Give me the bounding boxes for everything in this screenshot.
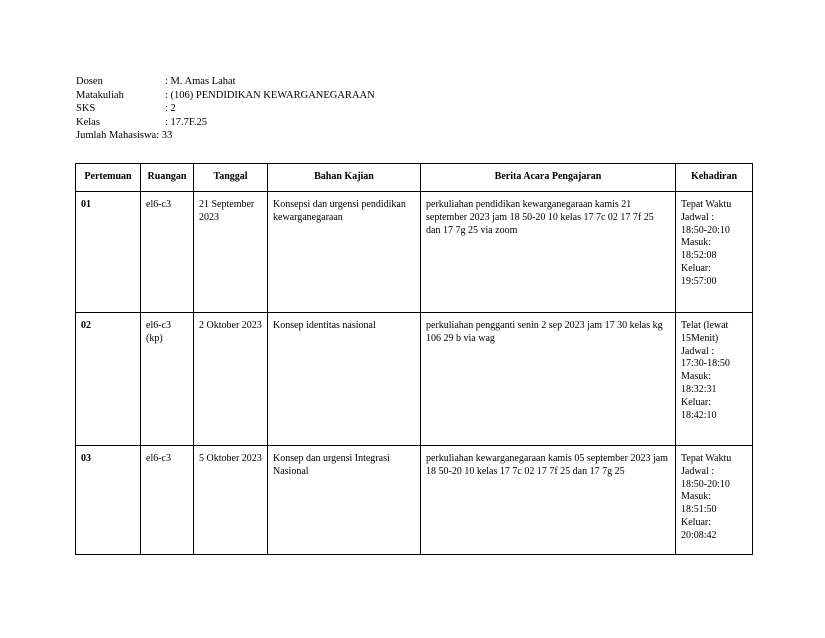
tanggal-cell: 5 Oktober 2023 (194, 446, 268, 555)
pertemuan-cell: 03 (76, 446, 141, 555)
column-header-berita-acara: Berita Acara Pengajaran (421, 164, 676, 192)
dosen-value: : M. Amas Lahat (165, 76, 236, 87)
bahan-kajian-cell: Konsep identitas nasional (268, 313, 421, 446)
column-header-ruangan: Ruangan (141, 164, 194, 192)
berita-acara-cell: perkuliahan pengganti senin 2 sep 2023 jam 17 30 kelas kg 106 29 b via wag (421, 313, 676, 446)
jadwal-label: Jadwal : (681, 345, 715, 357)
keluar-label: Keluar: (681, 516, 711, 528)
matakuliah-label: Matakuliah (76, 89, 124, 101)
jumlah-mahasiswa-row (76, 129, 375, 143)
bahan-kajian-cell: Konsep dan urgensi Integrasi Nasional (268, 446, 421, 555)
kelas-row (76, 116, 375, 130)
table-row (76, 446, 753, 555)
kehadiran-cell (676, 192, 753, 313)
jadwal-label: Jadwal : (681, 211, 715, 223)
pertemuan-cell: 02 (76, 313, 141, 446)
kehadiran-cell (676, 446, 753, 555)
course-info (76, 75, 375, 143)
masuk-label: Masuk: (681, 371, 711, 383)
kehadiran-status: Tepat Waktu (681, 199, 732, 210)
tanggal-cell: 2 Oktober 2023 (194, 313, 268, 446)
pertemuan-cell: 01 (76, 192, 141, 313)
kelas-label: Kelas (76, 116, 100, 128)
matakuliah-value: : (106) PENDIDIKAN KEWARGANEGARAAN (165, 89, 375, 101)
keluar-label: Keluar: (681, 396, 711, 408)
masuk-value: 18:52:08 (681, 250, 717, 262)
keluar-value: 20:08:42 (681, 529, 717, 541)
jadwal-value: 18:50-20:10 (681, 224, 730, 236)
sks-row (76, 102, 375, 116)
jadwal-value: 18:50-20:10 (681, 478, 730, 490)
keluar-value: 19:57:00 (681, 275, 717, 287)
jumlah-mahasiswa-value: : 33 (156, 130, 173, 142)
bahan-kajian-cell: Konsepsi dan urgensi pendidikan kewarganegaraan (268, 192, 421, 313)
column-header-pertemuan: Pertemuan (76, 164, 141, 192)
ruangan-cell: el6-c3 (kp) (141, 313, 194, 446)
column-header-bahan-kajian: Bahan Kajian (268, 164, 421, 192)
column-header-kehadiran: Kehadiran (676, 164, 753, 192)
kehadiran-status: Telat (lewat 15Menit) (681, 320, 729, 344)
dosen-row (76, 75, 375, 89)
attendance-table (75, 163, 753, 555)
keluar-value: 18:42:10 (681, 409, 717, 421)
table-row (76, 192, 753, 313)
column-header-tanggal: Tanggal (194, 164, 268, 192)
kehadiran-cell (676, 313, 753, 446)
jumlah-mahasiswa-label: Jumlah Mahasiswa (76, 130, 157, 142)
table-row (76, 313, 753, 446)
jadwal-label: Jadwal : (681, 465, 715, 477)
ruangan-cell: el6-c3 (141, 192, 194, 313)
jadwal-value: 17:30-18:50 (681, 358, 730, 370)
sks-value: : 2 (165, 103, 176, 115)
berita-acara-cell: perkuliahan kewarganegaraan kamis 05 september 2023 jam 18 50-20 10 kelas 17 7c 02 17 7f 25 dan 17 7g 25 (421, 446, 676, 555)
sks-label: SKS (76, 103, 96, 115)
masuk-label: Masuk: (681, 237, 711, 249)
masuk-value: 18:51:50 (681, 504, 717, 516)
berita-acara-cell: perkuliahan pendidikan kewarganegaraan kamis 21 september 2023 jam 18 50-20 10 kelas 17 7c 02 17 7f 25 dan 17 7g 25 via zoom (421, 192, 676, 313)
keluar-label: Keluar: (681, 262, 711, 274)
kehadiran-status: Tepat Waktu (681, 453, 732, 464)
kelas-value: : 17.7F.25 (165, 116, 208, 128)
table-header-row (76, 164, 753, 192)
tanggal-cell: 21 September 2023 (194, 192, 268, 313)
masuk-label: Masuk: (681, 491, 711, 503)
dosen-label: Dosen (76, 76, 103, 87)
matakuliah-row (76, 89, 375, 103)
ruangan-cell: el6-c3 (141, 446, 194, 555)
masuk-value: 18:32:31 (681, 383, 717, 395)
